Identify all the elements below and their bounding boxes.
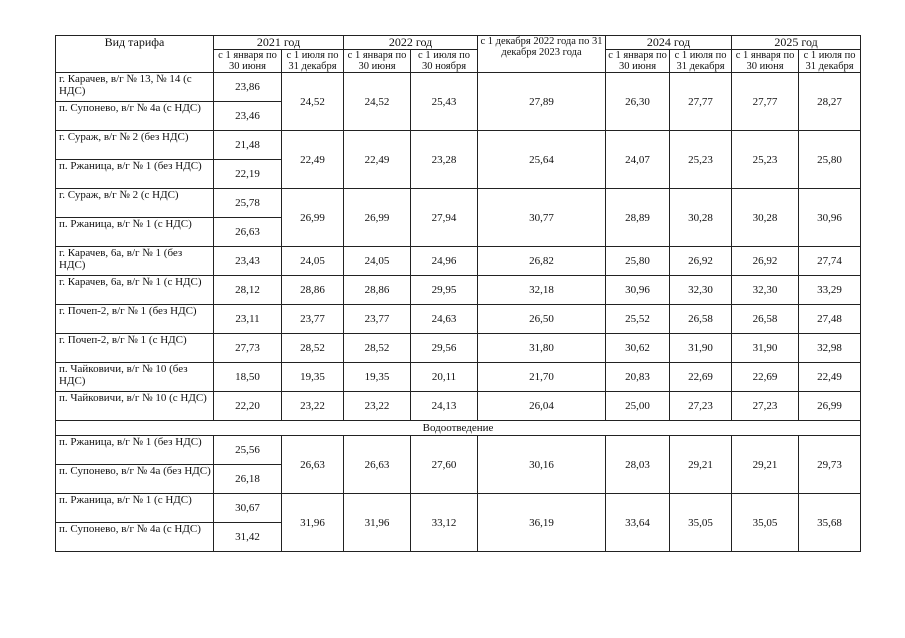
- tariff-value: 32,30: [732, 276, 799, 305]
- table-row: [56, 363, 861, 392]
- tariff-value: 24,07: [606, 131, 670, 189]
- tariff-value: 24,05: [282, 247, 344, 276]
- tariff-value: 26,63: [214, 218, 282, 247]
- header-group: 2022 год: [344, 36, 478, 50]
- location-label: п. Чайковичи, в/г № 10 (с НДС): [56, 392, 214, 421]
- tariff-value: 31,90: [732, 334, 799, 363]
- location-label: п. Ржаница, в/г № 1 (с НДС): [56, 218, 214, 247]
- tariff-value: 22,49: [344, 131, 411, 189]
- header-period: с 1 января по 30 июня: [732, 50, 799, 73]
- tariff-value: 33,64: [606, 494, 670, 552]
- tariff-value: 30,16: [478, 436, 606, 494]
- tariff-value: 29,73: [799, 436, 861, 494]
- section-title: Водоотведение: [56, 421, 861, 436]
- tariff-value: 25,00: [606, 392, 670, 421]
- tariff-value: 31,42: [214, 523, 282, 552]
- tariff-value: 25,23: [732, 131, 799, 189]
- tariff-value: 25,43: [411, 73, 478, 131]
- tariff-value: 30,77: [478, 189, 606, 247]
- tariff-value: 31,80: [478, 334, 606, 363]
- tariff-value: 27,73: [214, 334, 282, 363]
- tariff-value: 29,95: [411, 276, 478, 305]
- tariff-value: 28,03: [606, 436, 670, 494]
- tariff-value: 30,96: [606, 276, 670, 305]
- tariff-value: 24,96: [411, 247, 478, 276]
- tariff-value: 27,23: [670, 392, 732, 421]
- tariff-value: 30,28: [732, 189, 799, 247]
- tariff-value: 32,98: [799, 334, 861, 363]
- tariff-value: 27,60: [411, 436, 478, 494]
- tariff-value: 31,90: [670, 334, 732, 363]
- table-row: [56, 334, 861, 363]
- location-label: п. Супонево, в/г № 4а (с НДС): [56, 523, 214, 552]
- tariff-value: 28,27: [799, 73, 861, 131]
- tariff-value: 33,12: [411, 494, 478, 552]
- table-row: [56, 189, 861, 218]
- tariff-value: 26,30: [606, 73, 670, 131]
- tariff-value: 26,82: [478, 247, 606, 276]
- tariff-value: 22,49: [282, 131, 344, 189]
- tariff-value: 23,43: [214, 247, 282, 276]
- tariff-value: 26,92: [670, 247, 732, 276]
- tariff-value: 24,63: [411, 305, 478, 334]
- tariff-value: 30,62: [606, 334, 670, 363]
- tariff-value: 32,18: [478, 276, 606, 305]
- tariff-value: 23,86: [214, 73, 282, 102]
- tariff-value: 26,99: [282, 189, 344, 247]
- tariff-value: 28,12: [214, 276, 282, 305]
- tariff-value: 26,18: [214, 465, 282, 494]
- tariff-value: 26,50: [478, 305, 606, 334]
- section-row: [56, 421, 861, 436]
- header-period: с 1 января по 30 июня: [214, 50, 282, 73]
- tariff-value: 26,58: [732, 305, 799, 334]
- table-row: [56, 305, 861, 334]
- tariff-value: 25,64: [478, 131, 606, 189]
- tariff-value: 27,23: [732, 392, 799, 421]
- tariff-value: 36,19: [478, 494, 606, 552]
- tariff-value: 24,52: [344, 73, 411, 131]
- location-label: п. Ржаница, в/г № 1 (без НДС): [56, 436, 214, 465]
- tariff-value: 26,99: [344, 189, 411, 247]
- tariff-value: 25,80: [606, 247, 670, 276]
- tariff-value: 31,96: [344, 494, 411, 552]
- table-row: [56, 247, 861, 276]
- tariff-value: 27,77: [732, 73, 799, 131]
- table-row: [56, 73, 861, 102]
- table-row: [56, 494, 861, 523]
- header-period: с 1 июля по 31 декабря: [670, 50, 732, 73]
- tariff-value: 22,49: [799, 363, 861, 392]
- tariff-value: 24,13: [411, 392, 478, 421]
- tariff-value: 20,11: [411, 363, 478, 392]
- tariff-value: 27,77: [670, 73, 732, 131]
- location-label: п. Супонево, в/г № 4а (с НДС): [56, 102, 214, 131]
- tariff-value: 24,52: [282, 73, 344, 131]
- table-row: [56, 392, 861, 421]
- tariff-value: 26,58: [670, 305, 732, 334]
- tariff-value: 19,35: [344, 363, 411, 392]
- tariff-value: 21,48: [214, 131, 282, 160]
- tariff-value: 25,52: [606, 305, 670, 334]
- tariff-value: 27,89: [478, 73, 606, 131]
- header-row-groups: [56, 36, 861, 50]
- header-type: Вид тарифа: [56, 36, 214, 73]
- header-period: с 1 июля по 31 декабря: [799, 50, 861, 73]
- header-period: с 1 января по 30 июня: [344, 50, 411, 73]
- tariff-value: 32,30: [670, 276, 732, 305]
- header-period: с 1 июля по 30 ноября: [411, 50, 478, 73]
- tariff-value: 19,35: [282, 363, 344, 392]
- tariff-value: 25,56: [214, 436, 282, 465]
- header-group: 2021 год: [214, 36, 344, 50]
- table-row: [56, 276, 861, 305]
- tariff-value: 28,89: [606, 189, 670, 247]
- tariff-value: 29,56: [411, 334, 478, 363]
- tariff-value: 26,99: [799, 392, 861, 421]
- tariff-value: 28,52: [344, 334, 411, 363]
- tariff-value: 27,48: [799, 305, 861, 334]
- location-label: г. Сураж, в/г № 2 (с НДС): [56, 189, 214, 218]
- tariff-value: 18,50: [214, 363, 282, 392]
- location-label: г. Карачев, 6а, в/г № 1 (с НДС): [56, 276, 214, 305]
- tariff-value: 24,05: [344, 247, 411, 276]
- tariff-value: 35,05: [670, 494, 732, 552]
- tariff-value: 21,70: [478, 363, 606, 392]
- header-group: с 1 декабря 2022 года по 31 декабря 2023 года: [478, 36, 606, 73]
- tariff-value: 33,29: [799, 276, 861, 305]
- tariff-value: 28,52: [282, 334, 344, 363]
- tariff-value: 29,21: [670, 436, 732, 494]
- tariff-value: 30,67: [214, 494, 282, 523]
- tariff-value: 30,28: [670, 189, 732, 247]
- location-label: п. Ржаница, в/г № 1 (без НДС): [56, 160, 214, 189]
- tariff-value: 28,86: [282, 276, 344, 305]
- tariff-value: 30,96: [799, 189, 861, 247]
- tariff-value: 23,22: [344, 392, 411, 421]
- location-label: г. Почеп-2, в/г № 1 (без НДС): [56, 305, 214, 334]
- location-label: п. Супонево, в/г № 4а (без НДС): [56, 465, 214, 494]
- tariff-value: 22,69: [670, 363, 732, 392]
- tariff-value: 29,21: [732, 436, 799, 494]
- tariff-value: 23,77: [344, 305, 411, 334]
- tariff-value: 23,22: [282, 392, 344, 421]
- tariff-table: [55, 35, 861, 552]
- tariff-value: 23,77: [282, 305, 344, 334]
- location-label: г. Сураж, в/г № 2 (без НДС): [56, 131, 214, 160]
- tariff-value: 23,28: [411, 131, 478, 189]
- header-group: 2024 год: [606, 36, 732, 50]
- location-label: г. Карачев, в/г № 13, № 14 (с НДС): [56, 73, 214, 102]
- tariff-value: 35,68: [799, 494, 861, 552]
- header-period: с 1 января по 30 июня: [606, 50, 670, 73]
- tariff-value: 28,86: [344, 276, 411, 305]
- tariff-value: 20,83: [606, 363, 670, 392]
- location-label: п. Чайковичи, в/г № 10 (без НДС): [56, 363, 214, 392]
- tariff-value: 26,63: [344, 436, 411, 494]
- tariff-value: 22,20: [214, 392, 282, 421]
- tariff-value: 23,11: [214, 305, 282, 334]
- tariff-value: 31,96: [282, 494, 344, 552]
- tariff-value: 25,78: [214, 189, 282, 218]
- tariff-value: 27,94: [411, 189, 478, 247]
- tariff-value: 27,74: [799, 247, 861, 276]
- tariff-value: 23,46: [214, 102, 282, 131]
- table-header: [56, 36, 861, 73]
- tariff-value: 25,80: [799, 131, 861, 189]
- header-period: с 1 июля по 31 декабря: [282, 50, 344, 73]
- header-group: 2025 год: [732, 36, 861, 50]
- location-label: г. Карачев, 6а, в/г № 1 (без НДС): [56, 247, 214, 276]
- tariff-value: 26,04: [478, 392, 606, 421]
- tariff-value: 25,23: [670, 131, 732, 189]
- tariff-value: 26,92: [732, 247, 799, 276]
- table-row: [56, 436, 861, 465]
- location-label: п. Ржаница, в/г № 1 (с НДС): [56, 494, 214, 523]
- table-body: [56, 73, 861, 552]
- tariff-value: 22,19: [214, 160, 282, 189]
- tariff-value: 35,05: [732, 494, 799, 552]
- tariff-value: 22,69: [732, 363, 799, 392]
- table-row: [56, 131, 861, 160]
- location-label: г. Почеп-2, в/г № 1 (с НДС): [56, 334, 214, 363]
- tariff-value: 26,63: [282, 436, 344, 494]
